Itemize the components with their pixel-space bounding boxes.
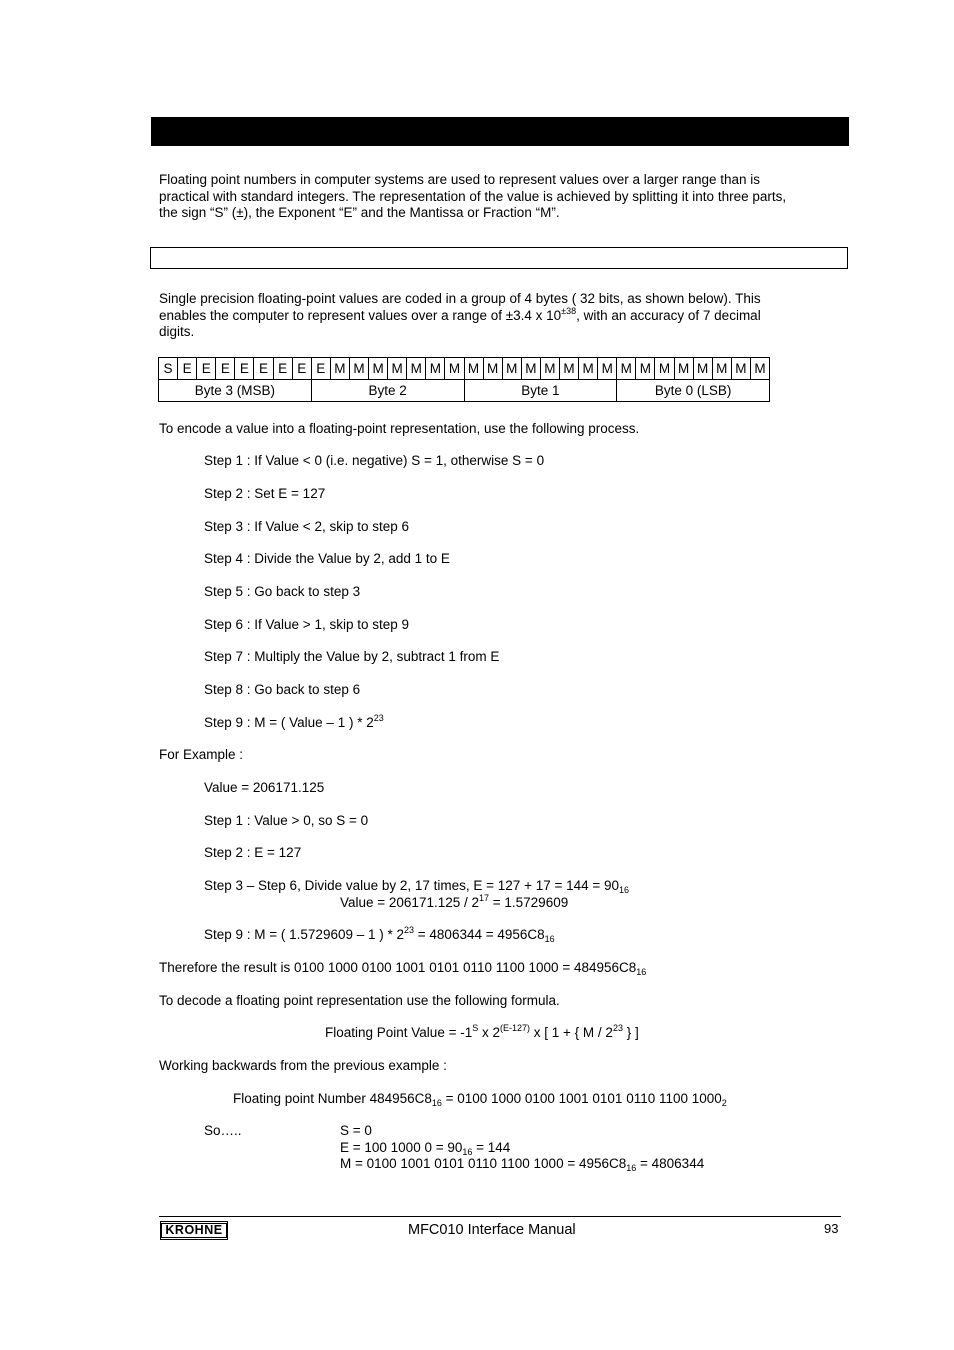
formula-mantissa-exponent: 23 (612, 1023, 623, 1033)
bit-cell: M (407, 358, 426, 380)
example-step-9 (204, 927, 555, 942)
bit-cell: M (674, 358, 693, 380)
example-step-3-6-base: 16 (619, 885, 630, 895)
example-value-result-exponent: 17 (479, 893, 490, 903)
decoded-m-base: 16 (626, 1163, 637, 1173)
formula-part: } ] (622, 1025, 639, 1040)
result-base: 16 (636, 967, 647, 977)
bit-cell: E (292, 358, 311, 380)
bit-cell: M (330, 358, 349, 380)
formula-sign-exponent: S (472, 1023, 479, 1033)
step-9-exponent: 23 (373, 713, 384, 723)
step-4: Step 4 : Divide the Value by 2, add 1 to E (204, 551, 450, 566)
step-3: Step 3 : If Value < 2, skip to step 6 (204, 519, 409, 534)
example-step-3-6 (204, 878, 629, 893)
bit-cell: M (388, 358, 407, 380)
backwards-binary: = 0100 1000 0100 1001 0101 0110 1100 1000 (441, 1091, 722, 1106)
example-value-result-tail: = 1.5729609 (489, 895, 569, 910)
example-value-result (340, 895, 568, 910)
decoded-m-text: M = 0100 1001 0101 0110 1100 1000 = 4956C8 (340, 1156, 627, 1171)
bit-cell: M (426, 358, 445, 380)
byte-row (159, 380, 770, 402)
bit-layout-table (158, 357, 770, 402)
bit-cell: M (693, 358, 712, 380)
krohne-logo (160, 1221, 228, 1240)
intro-line: the sign “S” (±), the Exponent “E” and the Mantissa or Fraction “M”. (159, 205, 560, 220)
page-number: 93 (824, 1221, 839, 1236)
example-step-3-6-text: Step 3 – Step 6, Divide value by 2, 17 times, E = 127 + 17 = 144 = 90 (204, 878, 620, 893)
bit-cell: M (617, 358, 636, 380)
bit-cell: M (636, 358, 655, 380)
decoded-e-base: 16 (462, 1146, 473, 1157)
bit-cell: M (349, 358, 368, 380)
step-6: Step 6 : If Value > 1, skip to step 9 (204, 617, 409, 632)
section-header-bar (151, 117, 849, 146)
formula-part: x 2 (478, 1025, 500, 1040)
byte-cell: Byte 2 (311, 380, 464, 402)
example-label: For Example : (159, 747, 244, 762)
example-value: Value = 206171.125 (204, 780, 325, 795)
bit-cell: M (540, 358, 559, 380)
decoded-e-text: E = 100 1000 0 = 90 (340, 1139, 463, 1155)
bit-cell: E (178, 358, 197, 380)
result-line (159, 960, 646, 975)
formula-exponent: (E-127) (500, 1023, 531, 1033)
formula-part: x [ 1 + { M / 2 (530, 1025, 613, 1040)
bit-cell: M (445, 358, 464, 380)
step-2: Step 2 : Set E = 127 (204, 486, 326, 501)
single-line: digits. (159, 324, 195, 339)
backwards-number (233, 1091, 727, 1106)
example-step-9-base: 16 (544, 934, 555, 944)
encode-intro: To encode a value into a floating-point representation, use the following process. (159, 421, 640, 436)
decoded-e-tail: = 144 (472, 1139, 511, 1155)
subsection-header-box (150, 247, 848, 269)
step-8: Step 8 : Go back to step 6 (204, 682, 361, 697)
single-line (159, 305, 840, 325)
intro-line: practical with standard integers. The representation of the value is achieved by splitting it into three parts, (159, 188, 787, 204)
decoded-s: S = 0 (340, 1123, 372, 1138)
bit-cell: M (731, 358, 750, 380)
range-text: enables the computer to represent values over a range of ±3.4 x 10 (159, 307, 562, 323)
bit-cell: M (598, 358, 617, 380)
decode-formula (325, 1025, 639, 1040)
byte-cell: Byte 0 (LSB) (617, 380, 770, 402)
bit-cell: M (750, 358, 769, 380)
bit-cell: M (464, 358, 483, 380)
bit-cell: M (579, 358, 598, 380)
bit-cell: M (502, 358, 521, 380)
byte-cell: Byte 3 (MSB) (159, 380, 312, 402)
result-text: Therefore the result is 0100 1000 0100 1001 0101 0110 1100 1000 = 484956C8 (159, 960, 637, 975)
accuracy-text: , with an accuracy of 7 decimal (576, 307, 761, 323)
decoded-e (340, 1140, 704, 1157)
bit-cell: E (197, 358, 216, 380)
bit-cell: M (559, 358, 578, 380)
bit-cell: E (273, 358, 292, 380)
decoded-m (340, 1156, 704, 1173)
bit-cell: M (521, 358, 540, 380)
bit-cell: E (254, 358, 273, 380)
range-exponent: ±38 (561, 305, 577, 316)
backwards-number-base: 16 (431, 1098, 442, 1108)
byte-cell: Byte 1 (464, 380, 617, 402)
decoded-values (340, 1123, 704, 1173)
example-value-result-text: Value = 206171.125 / 2 (340, 895, 479, 910)
step-7: Step 7 : Multiply the Value by 2, subtract 1 from E (204, 649, 500, 664)
example-step-1: Step 1 : Value > 0, so S = 0 (204, 813, 369, 828)
step-9 (204, 715, 384, 730)
example-step-9-tail: = 4806344 = 4956C8 (414, 927, 545, 942)
footer-rule (159, 1216, 841, 1217)
bit-cell: M (712, 358, 731, 380)
bit-cell: M (369, 358, 388, 380)
single-precision-paragraph (159, 291, 840, 341)
intro-paragraph (159, 172, 840, 222)
footer-title: MFC010 Interface Manual (408, 1222, 576, 1238)
bit-cell: E (216, 358, 235, 380)
decode-intro: To decode a floating point representation use the following formula. (159, 993, 560, 1008)
formula-part: Floating Point Value = -1 (325, 1025, 473, 1040)
bit-cell: S (159, 358, 178, 380)
bit-cell: M (483, 358, 502, 380)
logo-text: KROHNE (161, 1223, 226, 1238)
example-step-2: Step 2 : E = 127 (204, 845, 302, 860)
backwards-binary-base: 2 (721, 1098, 727, 1108)
bit-cell: E (311, 358, 330, 380)
so-label: So….. (204, 1123, 242, 1138)
intro-line: Floating point numbers in computer systems are used to represent values over a larger range than is (159, 172, 761, 187)
example-step-9-text: Step 9 : M = ( 1.5729609 – 1 ) * 2 (204, 927, 405, 942)
backwards-intro: Working backwards from the previous example : (159, 1058, 447, 1073)
example-step-9-exponent: 23 (404, 925, 415, 935)
bit-row (159, 358, 770, 380)
decoded-m-tail: = 4806344 (636, 1156, 705, 1171)
single-line: Single precision floating-point values are coded in a group of 4 bytes ( 32 bits, as shown below). This (159, 291, 761, 306)
bit-cell: E (235, 358, 254, 380)
step-9-text: Step 9 : M = ( Value – 1 ) * 2 (204, 715, 374, 730)
step-1: Step 1 : If Value < 0 (i.e. negative) S = 1, otherwise S = 0 (204, 453, 545, 468)
step-5: Step 5 : Go back to step 3 (204, 584, 361, 599)
bit-cell: M (655, 358, 674, 380)
backwards-number-text: Floating point Number 484956C8 (233, 1091, 432, 1106)
